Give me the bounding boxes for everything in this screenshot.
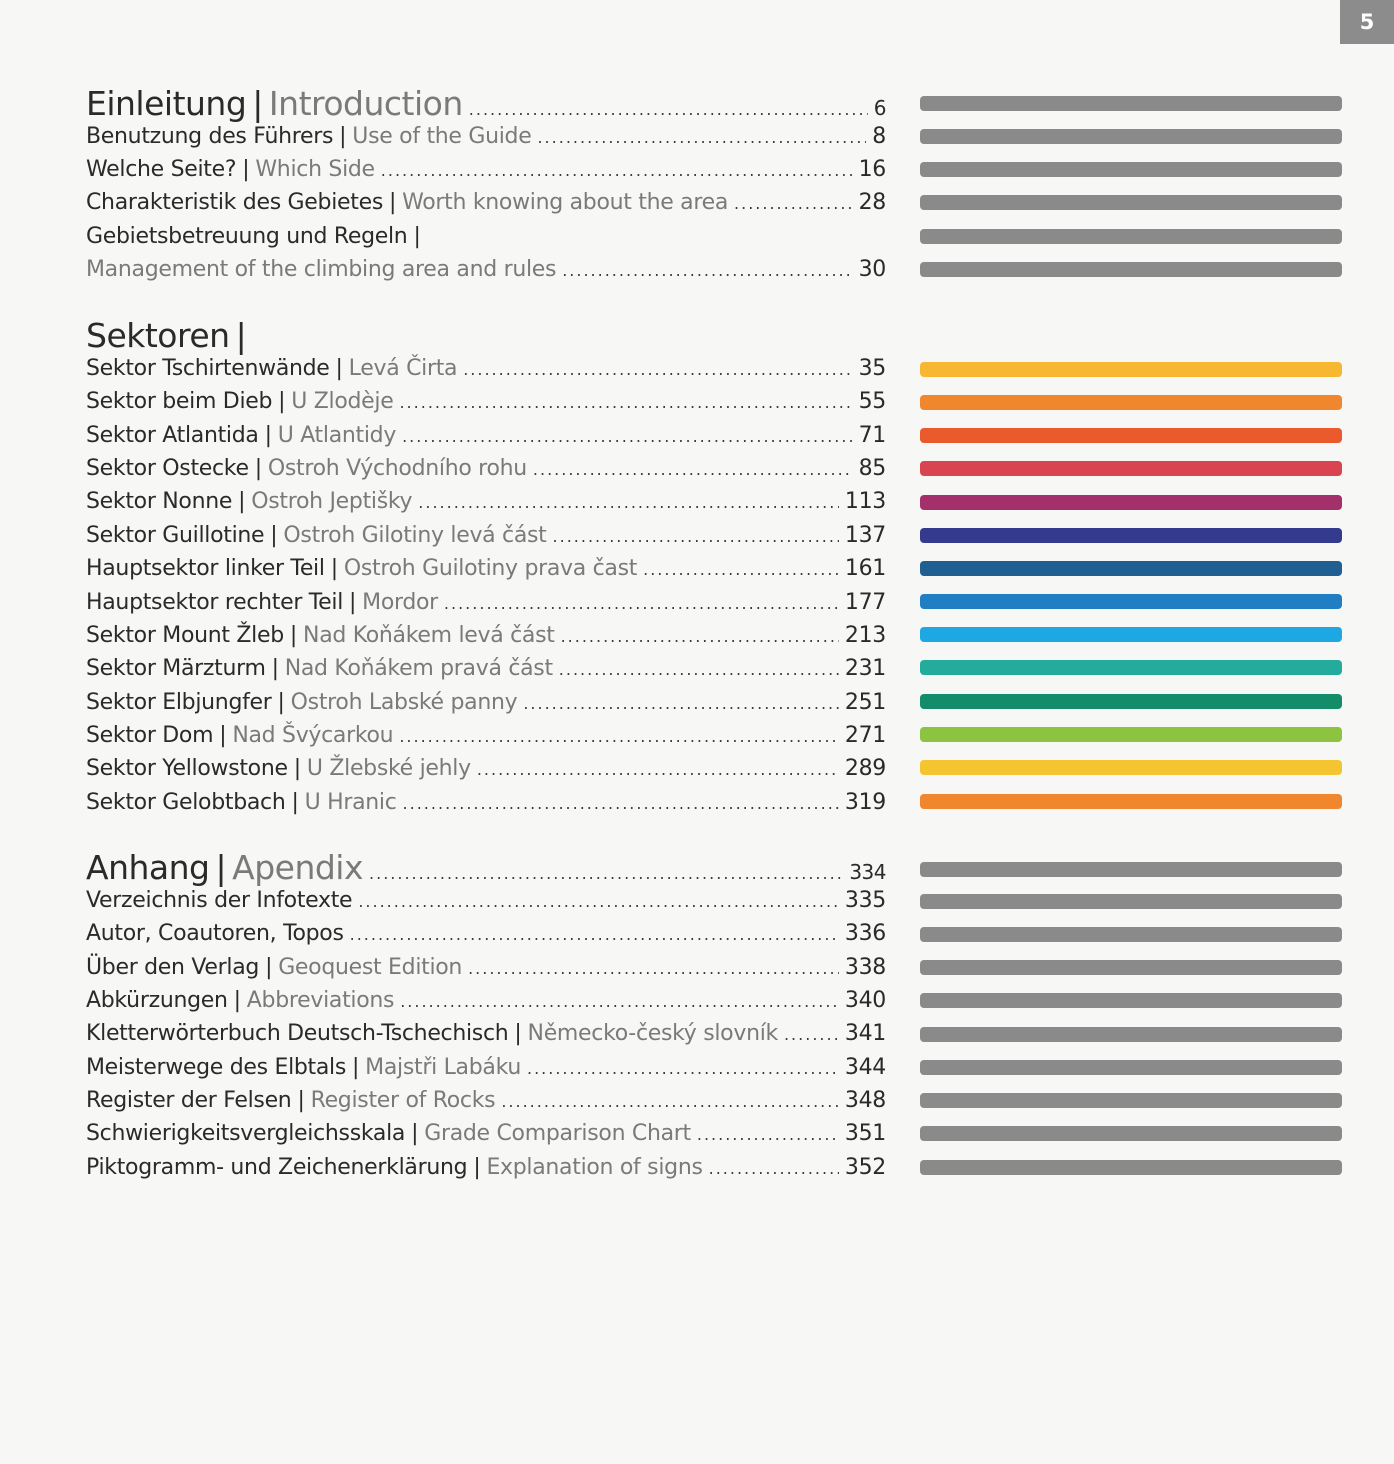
page-reference: 341	[844, 1021, 886, 1046]
dot-leader	[784, 1025, 839, 1044]
title-separator: |	[277, 690, 285, 715]
entry-title-german: Sektor Atlantida	[86, 423, 259, 448]
entry-title-german: Sektoren	[86, 316, 230, 355]
title-separator: |	[293, 756, 301, 781]
page-reference: 6	[873, 96, 886, 120]
entry-title-german: Verzeichnis der Infotexte	[86, 888, 353, 913]
dot-leader	[561, 627, 839, 646]
entry-title-german: Sektor Nonne	[86, 489, 233, 514]
title-separator: |	[278, 389, 286, 414]
title-separator: |	[352, 1055, 360, 1080]
entry-title-german: Sektor Märzturm	[86, 656, 266, 681]
entry-title-german: Sektor Tschirtenwände	[86, 356, 330, 381]
toc-entry[interactable]	[86, 489, 886, 514]
sector-color-bar	[920, 561, 1342, 576]
sector-color-bar	[920, 660, 1342, 675]
dot-leader	[399, 393, 852, 412]
entry-title-translation: Management of the climbing area and rules	[86, 257, 557, 282]
entry-title-translation: U Atlantidy	[277, 423, 397, 448]
toc-entry[interactable]	[86, 124, 886, 149]
page-reference: 271	[844, 723, 886, 748]
sector-color-bar	[920, 594, 1342, 609]
entry-title-translation: U Žlebské jehly	[306, 756, 471, 781]
entry-title-german: Charakteristik des Gebietes	[86, 190, 383, 215]
entry-title-translation: Use of the Guide	[352, 124, 532, 149]
entry-title-german: Sektor Guillotine	[86, 523, 265, 548]
entry-title-german: Sektor Elbjungfer	[86, 690, 272, 715]
page-reference: 231	[844, 656, 886, 681]
page-reference: 251	[844, 690, 886, 715]
page-reference: 340	[844, 988, 886, 1013]
page-reference: 352	[844, 1155, 886, 1180]
entry-title-german: Kletterwörterbuch Deutsch-Tschechisch	[86, 1021, 509, 1046]
entry-title-german: Piktogramm- und Zeichenerklärung	[86, 1155, 468, 1180]
entry-title-german: Sektor Yellowstone	[86, 756, 288, 781]
section-color-bar	[920, 1126, 1342, 1141]
title-separator: |	[265, 955, 273, 980]
title-separator: |	[514, 1021, 522, 1046]
entry-title-translation: Introduction	[268, 84, 463, 123]
entry-title-german: Schwierigkeitsvergleichsskala	[86, 1121, 406, 1146]
page-reference: 338	[844, 955, 886, 980]
sector-color-bar	[920, 461, 1342, 476]
toc-entry[interactable]	[86, 921, 886, 946]
sector-color-bar	[920, 395, 1342, 410]
entry-title-german: Anhang	[86, 848, 210, 887]
dot-leader	[477, 760, 839, 779]
sector-color-bar	[920, 760, 1342, 775]
entry-title-german: Hauptsektor rechter Teil	[86, 590, 344, 615]
entry-title-german: Sektor Gelobtbach	[86, 790, 286, 815]
toc-entry[interactable]	[86, 590, 886, 615]
dot-leader	[562, 261, 852, 280]
toc-entry[interactable]	[86, 1088, 886, 1113]
page-reference: 348	[844, 1088, 886, 1113]
toc-entry[interactable]	[86, 1055, 886, 1080]
entry-title-translation: Majstři Labáku	[365, 1055, 521, 1080]
page-reference: 344	[844, 1055, 886, 1080]
title-separator: |	[349, 590, 357, 615]
section-color-bar	[920, 862, 1342, 877]
page-reference: 137	[844, 523, 886, 548]
toc-entry[interactable]	[86, 1021, 886, 1046]
section-color-bar	[920, 1160, 1342, 1175]
dot-leader	[527, 1059, 839, 1078]
sector-color-bar	[920, 727, 1342, 742]
dot-leader	[697, 1125, 839, 1144]
page-reference: 35	[858, 356, 886, 381]
toc-entry[interactable]	[86, 423, 886, 448]
toc-entry[interactable]	[86, 955, 886, 980]
toc-entry[interactable]	[86, 456, 886, 481]
sector-color-bar	[920, 794, 1342, 809]
title-separator: |	[270, 523, 278, 548]
entry-title-translation: Abbreviations	[246, 988, 395, 1013]
dot-leader	[400, 992, 839, 1011]
title-separator: |	[339, 124, 347, 149]
page-reference: 28	[858, 190, 886, 215]
page-reference: 30	[858, 257, 886, 282]
dot-leader	[709, 1159, 839, 1178]
entry-title-translation: Grade Comparison Chart	[424, 1121, 691, 1146]
sector-color-bar	[920, 362, 1342, 377]
toc-entry[interactable]	[86, 389, 886, 414]
toc-entry[interactable]	[86, 988, 886, 1013]
toc-entry[interactable]	[86, 790, 886, 815]
dot-leader	[402, 427, 853, 446]
entry-title-german: Einleitung	[86, 84, 247, 123]
entry-title-german: Register der Felsen	[86, 1088, 292, 1113]
entry-title-german: Über den Verlag	[86, 955, 260, 980]
section-color-bar	[920, 927, 1342, 942]
dot-leader	[734, 194, 853, 213]
toc-entry[interactable]	[86, 523, 886, 548]
section-color-bar	[920, 1060, 1342, 1075]
title-separator: |	[252, 84, 263, 123]
title-separator: |	[215, 848, 227, 887]
entry-title-german: Abkürzungen	[86, 988, 228, 1013]
toc-entry[interactable]	[86, 723, 886, 748]
dot-leader	[537, 128, 866, 147]
entry-title-translation: Ostroh Východního rohu	[267, 456, 527, 481]
title-separator: |	[411, 1121, 419, 1146]
dot-leader	[463, 360, 852, 379]
dot-leader	[403, 794, 839, 813]
title-separator: |	[291, 790, 299, 815]
page-reference: 113	[844, 489, 886, 514]
dot-leader	[444, 594, 839, 613]
dot-leader	[468, 959, 839, 978]
toc-entry[interactable]	[86, 623, 886, 648]
entry-title-translation: Apendix	[232, 848, 364, 887]
entry-title-german: Sektor Ostecke	[86, 456, 249, 481]
title-separator: |	[219, 723, 227, 748]
section-color-bar	[920, 1027, 1342, 1042]
entry-title-translation: Geoquest Edition	[278, 955, 463, 980]
page-reference: 335	[844, 888, 886, 913]
section-heading[interactable]	[86, 316, 886, 355]
page-reference: 16	[858, 157, 886, 182]
dot-leader	[643, 560, 839, 579]
entry-title-german: Autor, Coautoren, Topos	[86, 921, 344, 946]
entry-title-translation: Register of Rocks	[310, 1088, 496, 1113]
title-separator: |	[264, 423, 272, 448]
entry-title-german: Gebietsbetreuung und Regeln	[86, 224, 408, 249]
title-separator: |	[330, 556, 338, 581]
section-color-bar	[920, 195, 1342, 210]
toc-entry[interactable]	[86, 224, 886, 249]
title-separator: |	[271, 656, 279, 681]
toc-entry[interactable]	[86, 690, 886, 715]
sector-color-bar	[920, 428, 1342, 443]
title-separator: |	[335, 356, 343, 381]
entry-title-translation: Nad Švýcarkou	[232, 723, 394, 748]
page-reference: 213	[844, 623, 886, 648]
page-reference: 85	[858, 456, 886, 481]
toc-entry[interactable]	[86, 356, 886, 381]
title-separator: |	[413, 224, 421, 249]
entry-title-translation: U Hranic	[304, 790, 397, 815]
dot-leader	[418, 493, 839, 512]
page-reference: 161	[844, 556, 886, 581]
sector-color-bar	[920, 627, 1342, 642]
title-separator: |	[242, 157, 250, 182]
toc-entry[interactable]	[86, 1121, 886, 1146]
dot-leader	[381, 161, 853, 180]
section-color-bar	[920, 993, 1342, 1008]
entry-title-german: Sektor Mount Žleb	[86, 623, 284, 648]
page-reference: 319	[844, 790, 886, 815]
entry-title-german: Meisterwege des Elbtals	[86, 1055, 347, 1080]
section-color-bar	[920, 960, 1342, 975]
section-color-bar	[920, 894, 1342, 909]
page-reference: 289	[844, 756, 886, 781]
entry-title-translation: Ostroh Jeptišky	[251, 489, 413, 514]
dot-leader	[523, 694, 839, 713]
toc-entry[interactable]	[86, 756, 886, 781]
dot-leader	[469, 100, 868, 119]
entry-title-translation: Levá Čirta	[348, 356, 458, 381]
entry-title-translation: Německo-český slovník	[527, 1021, 778, 1046]
section-color-bar	[920, 229, 1342, 244]
page-reference: 71	[858, 423, 886, 448]
title-separator: |	[473, 1155, 481, 1180]
toc-entry[interactable]	[86, 1155, 886, 1180]
title-separator: |	[235, 316, 247, 355]
entry-title-translation: Nad Koňákem pravá část	[284, 656, 553, 681]
dot-leader	[559, 660, 839, 679]
entry-title-german: Welche Seite?	[86, 157, 237, 182]
entry-title-german: Sektor beim Dieb	[86, 389, 273, 414]
dot-leader	[501, 1092, 839, 1111]
entry-title-translation: Ostroh Guilotiny prava čast	[343, 556, 638, 581]
page-reference: 336	[844, 921, 886, 946]
entry-title-translation: Explanation of signs	[486, 1155, 703, 1180]
entry-title-german: Hauptsektor linker Teil	[86, 556, 325, 581]
dot-leader	[533, 460, 853, 479]
dot-leader	[350, 925, 839, 944]
section-color-bar	[920, 162, 1342, 177]
title-separator: |	[254, 456, 262, 481]
section-heading[interactable]	[86, 84, 886, 123]
entry-title-translation: Worth knowing about the area	[402, 190, 729, 215]
entry-title-translation: Ostroh Gilotiny levá část	[283, 523, 547, 548]
page-reference: 351	[844, 1121, 886, 1146]
entry-title-translation: Nad Koňákem levá část	[303, 623, 555, 648]
toc-entry[interactable]	[86, 257, 886, 282]
section-heading[interactable]	[86, 848, 886, 887]
entry-title-translation: Which Side	[255, 157, 375, 182]
entry-title-german: Sektor Dom	[86, 723, 214, 748]
entry-title-translation: Mordor	[362, 590, 438, 615]
sector-color-bar	[920, 528, 1342, 543]
title-separator: |	[289, 623, 298, 648]
section-color-bar	[920, 1093, 1342, 1108]
section-color-bar	[920, 96, 1342, 111]
entry-title-translation: U Zlodèje	[291, 389, 394, 414]
toc-entry[interactable]	[86, 656, 886, 681]
section-color-bar	[920, 262, 1342, 277]
sector-color-bar	[920, 495, 1342, 510]
page-reference: 8	[872, 124, 886, 149]
page-number: 5	[1359, 10, 1375, 34]
toc-entry[interactable]	[86, 157, 886, 182]
page-reference: 334	[849, 860, 886, 884]
page-reference: 55	[858, 389, 886, 414]
entry-title-german: Benutzung des Führers	[86, 124, 334, 149]
title-separator: |	[238, 489, 246, 514]
toc-entry[interactable]	[86, 556, 886, 581]
title-separator: |	[388, 190, 397, 215]
section-color-bar	[920, 129, 1342, 144]
entry-title-translation: Ostroh Labské panny	[290, 690, 518, 715]
page-number-tab	[1340, 0, 1394, 44]
dot-leader	[369, 864, 843, 883]
dot-leader	[358, 892, 839, 911]
dot-leader	[553, 527, 839, 546]
sector-color-bar	[920, 694, 1342, 709]
title-separator: |	[233, 988, 241, 1013]
toc-entry[interactable]	[86, 888, 886, 913]
toc-entry[interactable]	[86, 190, 886, 215]
title-separator: |	[297, 1088, 305, 1113]
page-reference: 177	[844, 590, 886, 615]
dot-leader	[399, 727, 839, 746]
